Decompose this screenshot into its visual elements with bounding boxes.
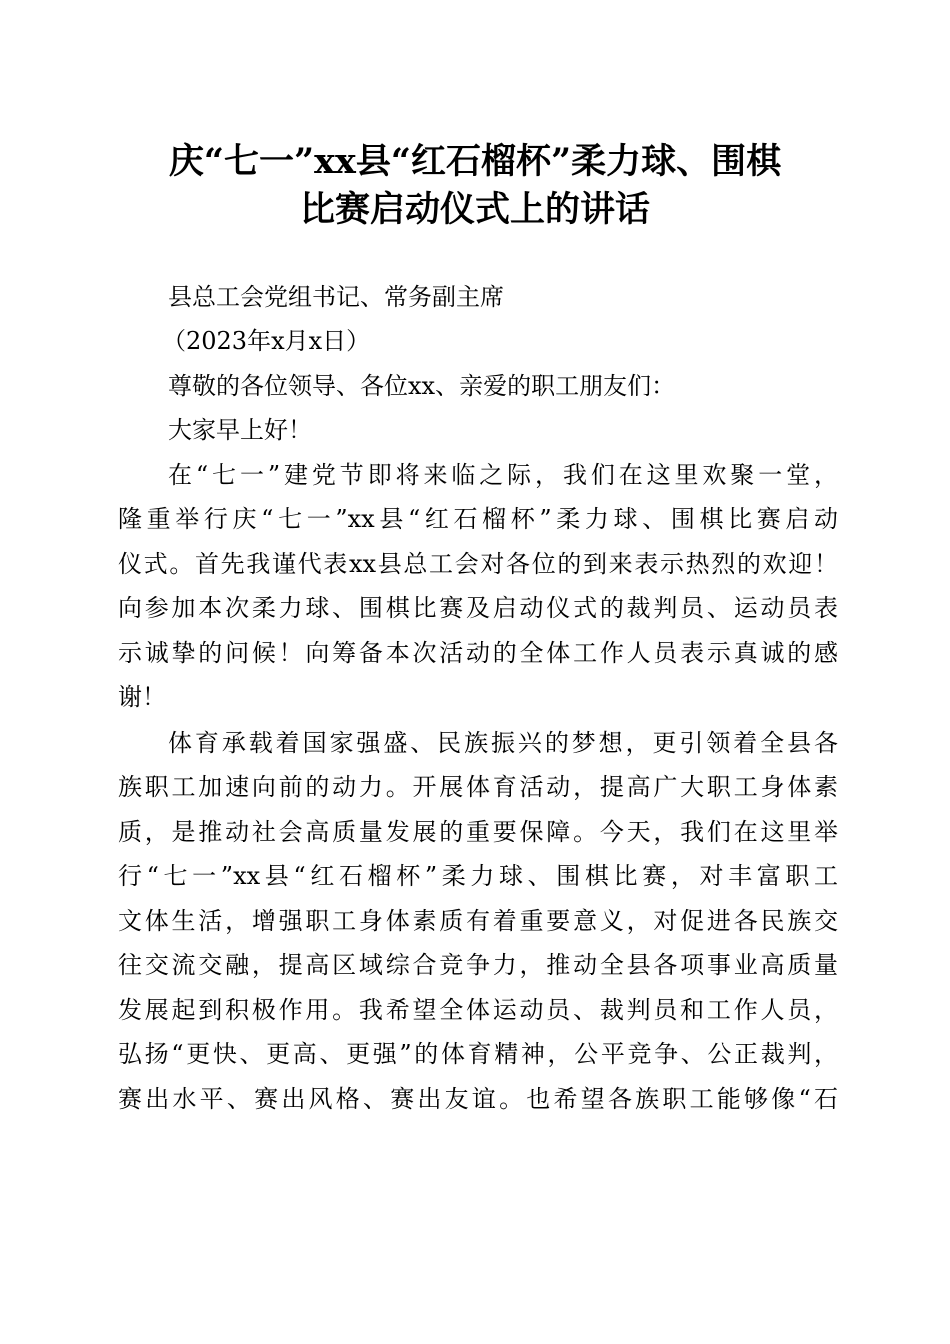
paragraph-2-line-8: 弘扬“更快、更高、更强”的体育精神，公平竞争、公正裁判， [118, 1040, 838, 1068]
paragraph-2-line-1: 体育承载着国家强盛、民族振兴的梦想，更引领着全县各 [168, 729, 838, 757]
paragraph-2-line-5: 文体生活，增强职工身体素质有着重要意义，对促进各民族交 [118, 907, 838, 935]
date-line: （2023年x月x日） [162, 327, 371, 355]
paragraph-1-line-1: 在“七一”建党节即将来临之际，我们在这里欢聚一堂， [168, 461, 838, 489]
paragraph-1-line-6: 谢！ [118, 683, 166, 711]
document-title-line-2: 比赛启动仪式上的讲话 [299, 189, 650, 230]
paragraph-2-line-3: 质，是推动社会高质量发展的重要保障。今天，我们在这里举 [118, 818, 838, 846]
paragraph-2-line-9: 赛出水平、赛出风格、赛出友谊。也希望各族职工能够像“石 [118, 1085, 838, 1113]
paragraph-2-line-7: 发展起到积极作用。我希望全体运动员、裁判员和工作人员， [118, 996, 838, 1024]
document-title-line-1: 庆“七一”xx县“红石榴杯”柔力球、围棋 [168, 141, 782, 182]
paragraph-1-line-2: 隆重举行庆“七一”xx县“红石榴杯”柔力球、围棋比赛启动 [118, 505, 838, 533]
paragraph-2-line-6: 往交流交融，提高区域综合竞争力，推动全县各项事业高质量 [118, 951, 838, 979]
salutation-line: 尊敬的各位领导、各位xx、亲爱的职工朋友们： [168, 372, 676, 400]
paragraph-1-line-4: 向参加本次柔力球、围棋比赛及启动仪式的裁判员、运动员表 [118, 594, 838, 622]
paragraph-1-line-5: 示诚挚的问候！向筹备本次活动的全体工作人员表示真诚的感 [118, 639, 838, 667]
greeting-line: 大家早上好！ [168, 416, 312, 444]
paragraph-1-line-3: 仪式。首先我谨代表xx县总工会对各位的到来表示热烈的欢迎！ [118, 550, 838, 578]
author-line: 县总工会党组书记、常务副主席 [168, 283, 504, 311]
paragraph-2-line-4: 行“七一”xx县“红石榴杯”柔力球、围棋比赛，对丰富职工 [118, 862, 838, 890]
paragraph-2-line-2: 族职工加速向前的动力。开展体育活动，提高广大职工身体素 [118, 773, 838, 801]
